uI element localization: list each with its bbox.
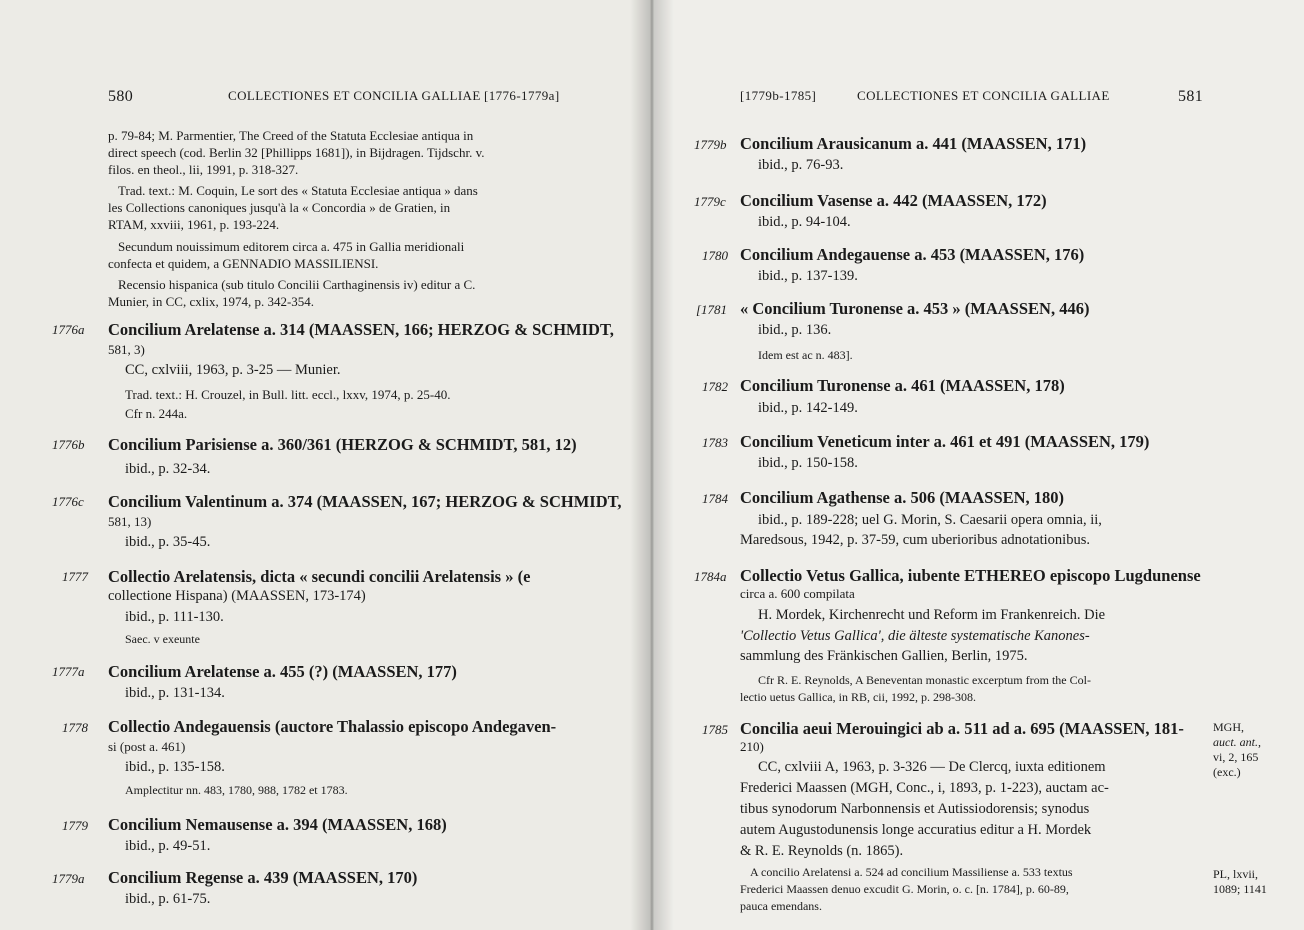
entry-number: 1776c <box>52 494 84 509</box>
entry-sub: ibid., p. 150-158. <box>758 455 858 471</box>
entry-title: Collectio Andegauensis (auctore Thalassio episcopo Andegaven- <box>108 717 557 736</box>
entry-title-cont: si (post a. 461) <box>108 739 186 754</box>
entry-title: Concilium Arausicanum a. 441 (MAASSEN, 171) <box>740 134 1087 153</box>
entry-title: Concilium Parisiense a. 360/361 (HERZOG & SCHMIDT, 581, 12) <box>108 435 577 454</box>
left-range: [1776-1779a] <box>484 88 560 103</box>
entry-title: Concilium Andegauense a. 453 (MAASSEN, 176) <box>740 245 1085 264</box>
entry-title: Concilium Valentinum a. 374 (MAASSEN, 167; HERZOG & SCHMIDT, <box>108 492 622 511</box>
entry-title: Concilia aeui Merouingici ab a. 511 ad a. 695 (MAASSEN, 181- <box>740 719 1184 738</box>
entry-title-cont: 581, 3) <box>108 342 145 357</box>
intro-line: direct speech (cod. Berlin 32 [Phillipps 1681]), in Bijdragen. Tijdschr. v. <box>108 145 485 160</box>
entry-title-cont: circa a. 600 compilata <box>740 586 855 601</box>
entry-sub: ibid., p. 111-130. <box>125 609 224 625</box>
entry-number: 1779a <box>52 871 85 886</box>
entry-title: Collectio Vetus Gallica, iubente ETHEREO episcopo Lugdunense <box>740 566 1201 585</box>
intro-line: p. 79-84; M. Parmentier, The Creed of the Statuta Ecclesiae antiqua in <box>108 128 474 143</box>
trad-text-line: RTAM, xxviii, 1961, p. 193-224. <box>108 217 280 232</box>
entry-title-cont: 581, 13) <box>108 514 152 529</box>
entry-sub: pauca emendans. <box>740 899 822 913</box>
entry-number: 1779 <box>62 818 88 833</box>
entry-sub: ibid., p. 136. <box>758 322 832 338</box>
entry-number: 1779c <box>694 194 726 209</box>
entry-title: Concilium Regense a. 439 (MAASSEN, 170) <box>108 868 418 887</box>
entry-sub: H. Mordek, Kirchenrecht und Reform im Frankenreich. Die <box>758 607 1106 623</box>
entry-sub: Cfr R. E. Reynolds, A Beneventan monastic excerptum from the Col- <box>758 673 1091 687</box>
entry-number: 1783 <box>702 435 728 450</box>
entry-sub: ibid., p. 142-149. <box>758 400 858 416</box>
entry-sub: ibid., p. 94-104. <box>758 214 851 230</box>
entry-sub: ibid., p. 35-45. <box>125 534 211 550</box>
trad-text-line: Trad. text.: M. Coquin, Le sort des « Statuta Ecclesiae antiqua » dans <box>118 183 478 198</box>
entry-title: « Concilium Turonense a. 453 » (MAASSEN, 446) <box>740 299 1090 318</box>
entry-title: Concilium Veneticum inter a. 461 et 491 (MAASSEN, 179) <box>740 432 1150 451</box>
entry-sub: ibid., p. 76-93. <box>758 157 844 173</box>
entry-number: 1776a <box>52 322 85 337</box>
entry-sub: Idem est ac n. 483]. <box>758 348 853 362</box>
margin-note-pl: PL, lxvii, 1089; 1141 <box>1213 867 1267 896</box>
entry-sub: ibid., p. 49-51. <box>125 838 211 854</box>
recensio-line: Munier, in CC, cxlix, 1974, p. 342-354. <box>108 294 315 309</box>
entry-number: 1777 <box>62 569 88 584</box>
entry-title: Concilium Arelatense a. 455 (?) (MAASSEN, 177) <box>108 662 457 681</box>
right-page-number: 581 <box>1178 88 1204 105</box>
entry-sub: Trad. text.: H. Crouzel, in Bull. litt. eccl., lxxv, 1974, p. 25-40. <box>125 387 451 402</box>
margin-note-mgh: MGH, auct. ant., vi, 2, 165 (exc.) <box>1213 720 1261 779</box>
entry-sub: ibid., p. 32-34. <box>125 461 211 477</box>
entry-number: 1779b <box>694 137 727 152</box>
entry-sub: ibid., p. 135-158. <box>125 759 225 775</box>
entry-sub: Frederici Maassen (MGH, Conc., i, 1893, p. 1-223), auctam ac- <box>740 780 1109 796</box>
right-page <box>652 0 1304 930</box>
entry-title: Collectio Arelatensis, dicta « secundi concilii Arelatensis » (e <box>108 567 531 586</box>
entry-title: Concilium Turonense a. 461 (MAASSEN, 178) <box>740 376 1065 395</box>
entry-sub: Amplectitur nn. 483, 1780, 988, 1782 et 1783. <box>125 783 348 797</box>
entry-sub: tibus synodorum Narbonnensis et Autissiodorensis; synodus <box>740 801 1090 817</box>
recensio-line: Recensio hispanica (sub titulo Concilii Carthaginensis iv) editur a C. <box>118 277 476 292</box>
entry-sub: autem Augustodunensis longe accuratius editur a H. Mordek <box>740 822 1092 838</box>
entry-sub: lectio uetus Gallica, in RB, cii, 1992, p. 298-308. <box>740 690 976 704</box>
entry-sub: A concilio Arelatensi a. 524 ad concilium Massiliense a. 533 textus <box>750 865 1073 879</box>
entry-title: Concilium Nemausense a. 394 (MAASSEN, 168) <box>108 815 447 834</box>
entry-number: 1785 <box>702 722 728 737</box>
entry-sub: Maredsous, 1942, p. 37-59, cum uberioribus adnotationibus. <box>740 532 1090 548</box>
entry-number: 1778 <box>62 720 88 735</box>
entry-sub: sammlung des Fränkischen Gallien, Berlin, 1975. <box>740 648 1028 664</box>
entry-number: 1776b <box>52 437 85 452</box>
entry-title-cont: collectione Hispana) (MAASSEN, 173-174) <box>108 588 366 604</box>
left-running-head: COLLECTIONES ET CONCILIA GALLIAE <box>228 88 481 103</box>
right-running-head: COLLECTIONES ET CONCILIA GALLIAE <box>857 88 1110 103</box>
entry-number: 1784 <box>702 491 728 506</box>
entry-sub: ibid., p. 189-228; uel G. Morin, S. Caesarii opera omnia, ii, <box>758 512 1102 528</box>
entry-sub: CC, cxlviii A, 1963, p. 3-326 — De Clercq, iuxta editionem <box>758 759 1106 775</box>
secundum-line: confecta et quidem, a GENNADIO MASSILIENSI. <box>108 256 379 271</box>
left-page-number: 580 <box>108 88 134 105</box>
entry-sub: Saec. v exeunte <box>125 632 200 646</box>
entry-sub: Frederici Maassen denuo excudit G. Morin, o. c. [n. 1784], p. 60-89, <box>740 882 1069 896</box>
entry-sub: ibid., p. 137-139. <box>758 268 858 284</box>
entry-title: Concilium Arelatense a. 314 (MAASSEN, 166; HERZOG & SCHMIDT, <box>108 320 614 339</box>
secundum-line: Secundum nouissimum editorem circa a. 475 in Gallia meridionali <box>118 239 465 254</box>
entry-number: [1781 <box>696 302 728 317</box>
entry-number: 1780 <box>702 248 728 263</box>
entry-sub: ibid., p. 61-75. <box>125 891 211 907</box>
trad-text-line: les Collections canoniques jusqu'à la « Concordia » de Gratien, in <box>108 200 451 215</box>
book-gutter <box>630 0 674 930</box>
entry-title: Concilium Vasense a. 442 (MAASSEN, 172) <box>740 191 1047 210</box>
entry-number: 1777a <box>52 664 85 679</box>
entry-sub: CC, cxlviii, 1963, p. 3-25 — Munier. <box>125 362 341 378</box>
intro-line: filos. en theol., lii, 1991, p. 318-327. <box>108 162 299 177</box>
right-range: [1779b-1785] <box>740 88 817 103</box>
entry-sub: ibid., p. 131-134. <box>125 685 225 701</box>
entry-sub: Cfr n. 244a. <box>125 406 188 421</box>
entry-number: 1784a <box>694 569 727 584</box>
entry-sub: & R. E. Reynolds (n. 1865). <box>740 843 904 859</box>
entry-title-cont: 210) <box>740 739 764 754</box>
entry-title: Concilium Agathense a. 506 (MAASSEN, 180) <box>740 488 1065 507</box>
entry-number: 1782 <box>702 379 728 394</box>
entry-sub: 'Collectio Vetus Gallica', die älteste systematische Kanones- <box>740 628 1090 644</box>
